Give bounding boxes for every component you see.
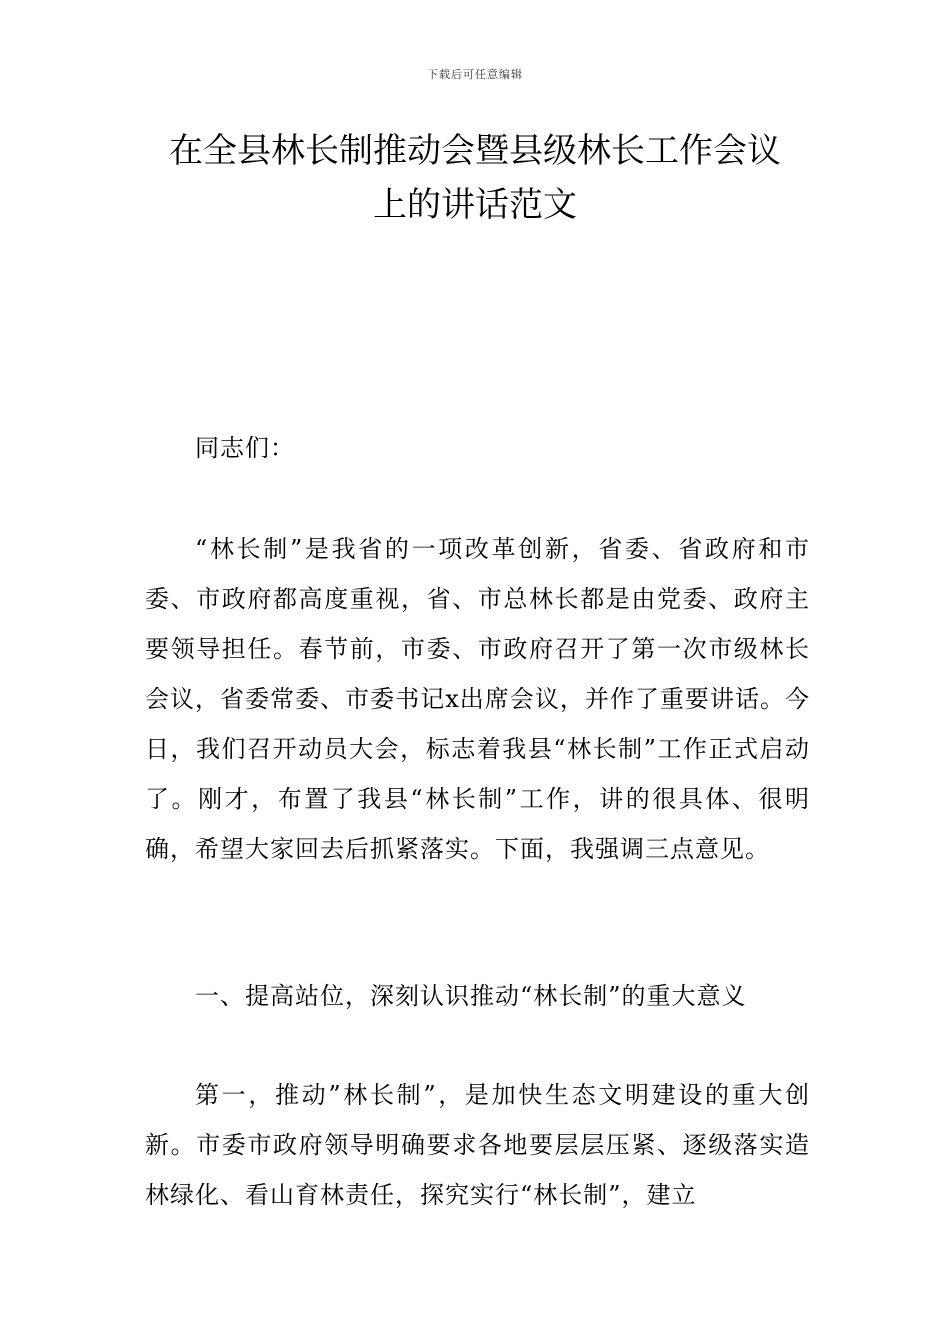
paragraph-first-point: 第一，推动”林长制”，是加快生态文明建设的重大创新。市委市政府领导明确要求各地要层层压紧、逐级落实造林绿化、看山育林责任，探究实行“林长制”，建立 xyxy=(145,1081,810,1209)
header-note: 下载后可任意编辑 xyxy=(427,68,523,81)
salutation: 同志们： xyxy=(195,434,295,462)
section-heading: 一、提高站位，深刻认识推动“林长制”的重大意义 xyxy=(195,982,747,1010)
title-line-2: 上的讲话范文 xyxy=(373,185,577,225)
title-line-1: 在全县林长制推动会暨县级林长工作会议 xyxy=(169,131,781,171)
paragraph-intro: “林长制”是我省的一项改革创新，省委、省政府和市委、市政府都高度重视，省、市总林长都是由党委、政府主要领导担任。春节前，市委、市政府召开了第一次市级林长会议，省委常委、市委书记x出席会议，并作了重要讲话。今日，我们召开动员大会，标志着我县“林长制”工作正式启动了。刚才，布置了我县“林长制”工作，讲的很具体、很明确，希望大家回去后抓紧落实。下面，我强调三点意见。 xyxy=(145,535,810,863)
document-title xyxy=(145,124,805,232)
